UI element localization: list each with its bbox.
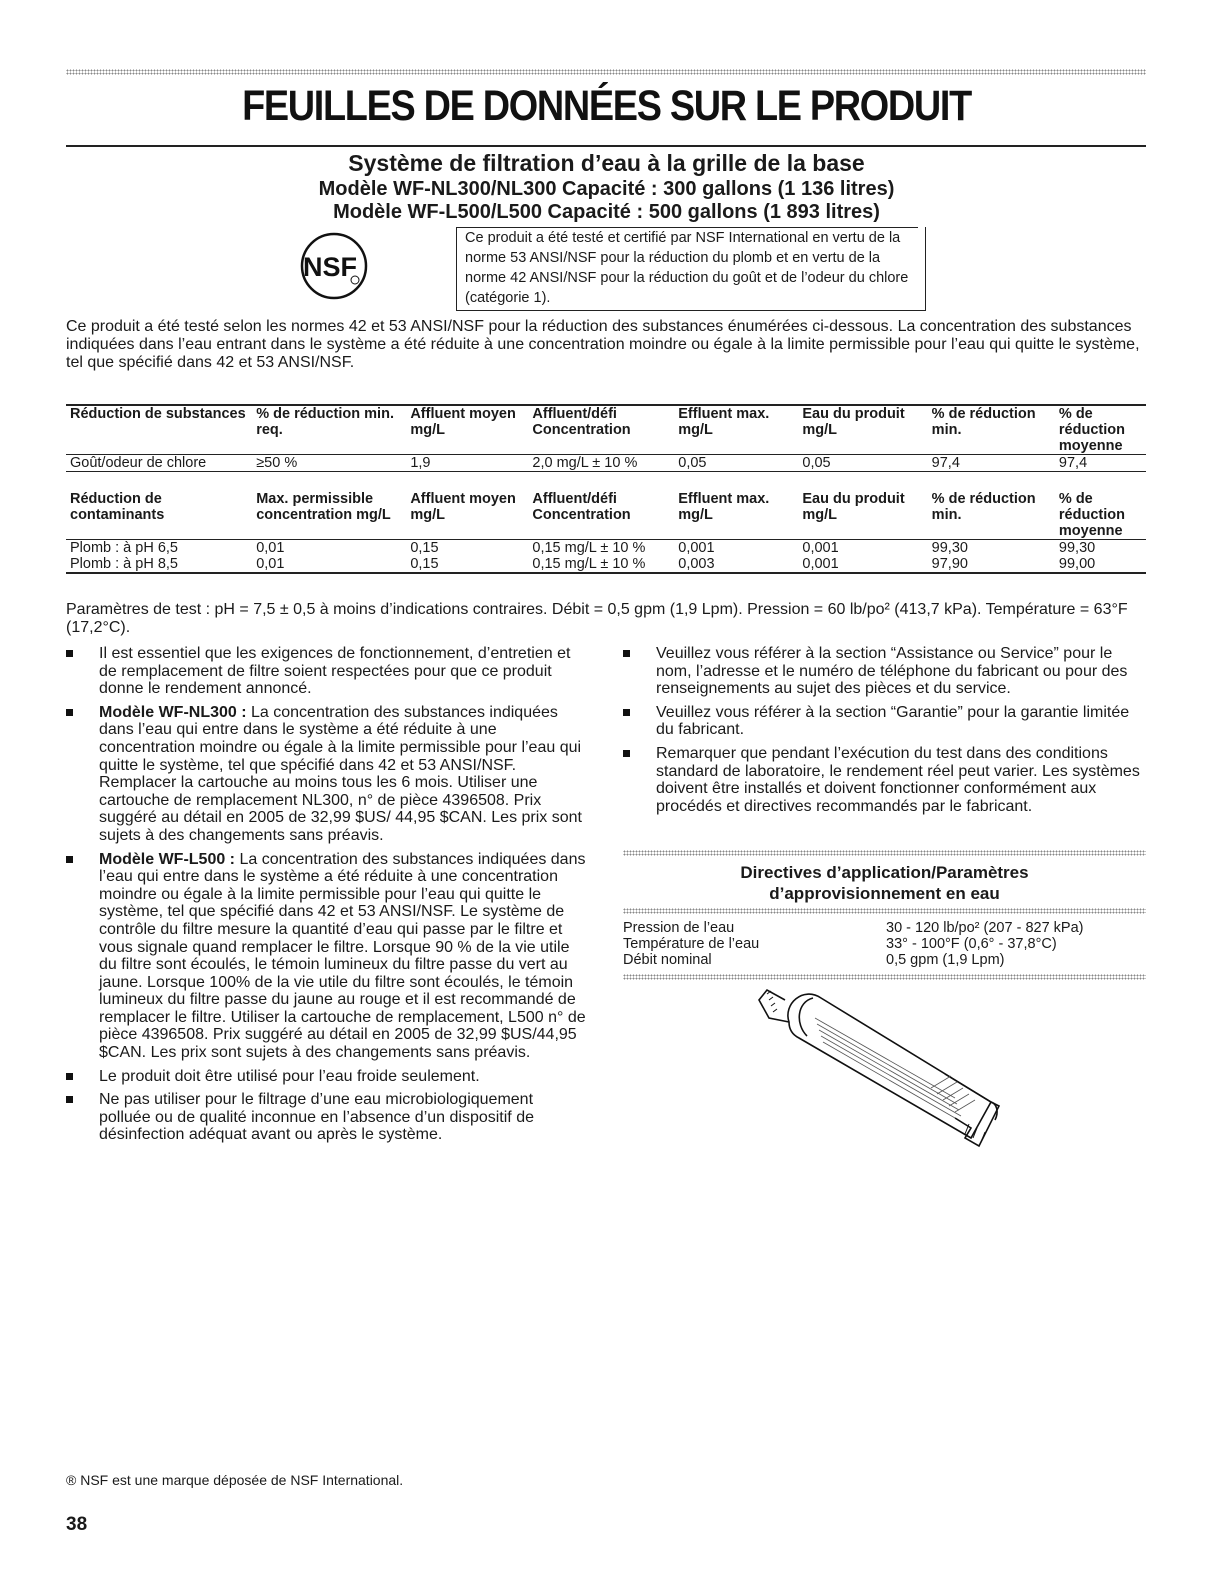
test-parameters: Paramètres de test : pH = 7,5 ± 0,5 à moins d’indications contraires. Débit = 0,5 gpm (1,9 Lpm). Pression = 60 lb/po² (413,7 kPa). Température = 63°F (17,2°C). [66, 601, 1128, 636]
directive-label: Débit nominal [623, 952, 712, 968]
table-header: % de réduction min. req. [256, 406, 394, 438]
bullet-square-icon [623, 709, 630, 716]
trademark-footnote: ® NSF est une marque déposée de NSF International. [66, 1472, 404, 1488]
table-cell: 2,0 mg/L ± 10 % [532, 455, 638, 471]
table-header: Réduction de substances [70, 406, 246, 422]
bullet-square-icon [66, 650, 73, 657]
directive-value: 30 - 120 lb/po² (207 - 827 kPa) [886, 920, 1084, 936]
table-cell: 0,15 [410, 556, 439, 572]
table-cell: 0,01 [256, 540, 285, 556]
table-header: Eau du produit mg/L [802, 406, 905, 438]
directives-title-line1: Directives d’application/Paramètres [740, 863, 1029, 882]
nsf-logo-icon [300, 232, 368, 300]
directives-top-rule [623, 850, 1146, 856]
table-cell: 0,05 [802, 455, 831, 471]
water-filter-cartridge-icon [755, 978, 1015, 1153]
table-cell: 99,00 [1058, 556, 1096, 572]
directive-row [623, 920, 1146, 936]
nsf-certification-note: Ce produit a été testé et certifié par NSF International en vertu de la norme 53 ANSI/NSF pour la réduction du plomb et en vertu de la norme 42 ANSI/NSF pour la réduction du goût et de l’odeur du chlore (catégorie 1). [456, 227, 926, 311]
bullet-square-icon [623, 750, 630, 757]
table-cell: ≥50 % [256, 455, 298, 471]
table-cell: Goût/odeur de chlore [70, 455, 207, 471]
table-header: Max. permissible concentration mg/L [256, 491, 391, 523]
bullet-text: Il est essentiel que les exigences de fonctionnement, d’entretien et de remplacement de filtre soient respectées pour que ce produit donne le rendement annoncé. [99, 645, 571, 698]
top-dotted-rule [66, 69, 1146, 75]
table-cell: 99,30 [931, 540, 968, 556]
right-bullet-list [623, 645, 1145, 821]
directive-row [623, 936, 1146, 952]
list-item [66, 1068, 588, 1086]
list-item [66, 1091, 588, 1144]
table-cell: Plomb : à pH 8,5 [70, 556, 178, 572]
left-bullet-list [66, 645, 588, 1150]
title-rule [66, 145, 1146, 147]
table-cell: 97,90 [931, 556, 968, 572]
bullet-text: Veuillez vous référer à la section “Garantie” pour la garantie limitée du fabricant. [656, 703, 1130, 739]
table-cell: 97,4 [931, 455, 960, 471]
directives-mid-rule [623, 908, 1146, 914]
bullet-square-icon [66, 709, 73, 716]
table-header: Affluent/défi Concentration [532, 491, 631, 523]
table-header: Eau du produit mg/L [802, 491, 905, 523]
bullet-text: La concentration des substances indiquées dans l’eau qui entre dans le système a été réduite à une concentration moindre ou égale à la limite permissible pour l’eau qui quitte le système, tel que spécifié dans 42 et 53 ANSI/NSF. Le système de contrôle du filtre mesure la quantité d’eau qui passe par le filtre et vous signale quand remplacer le filtre. Lorsque 90 % de la vie utile du filtre sont écoulés, le témoin lumineux du filtre passe du vert au jaune. Lorsque 100% de la vie utile du filtre sont écoulés, le témoin lumineux du filtre passe du jaune au rouge et il est recommandé de remplacer le filtre. Utiliser la cartouche de remplacement, L500 n° de pièce 4396508. Prix suggéré au détail en 2005 de 32,99 $US/44,95 $CAN. Les prix sont sujets à des changements sans préavis. [99, 850, 586, 1062]
model-l500-capacity: Modèle WF-L500/L500 Capacité : 500 gallons (1 893 litres) [333, 201, 880, 223]
table-cell: 0,15 [410, 540, 439, 556]
bullet-square-icon [66, 1096, 73, 1103]
directive-label: Pression de l’eau [623, 920, 735, 936]
directives-title [623, 862, 1146, 904]
list-item [66, 645, 588, 698]
table-cell: 97,4 [1058, 455, 1088, 471]
table-cell: 0,15 mg/L ± 10 % [532, 556, 646, 572]
table-cell: 0,15 mg/L ± 10 % [532, 540, 646, 556]
list-item [623, 704, 1145, 739]
directives-rows [623, 920, 1146, 968]
substances-table [66, 404, 1146, 472]
table-header: Réduction de contaminants [70, 491, 165, 523]
table-header: % de réduction moyenne [1058, 491, 1125, 539]
bullet-lead: Modèle WF-NL300 : [99, 703, 247, 721]
table-row [66, 556, 1146, 573]
table-cell: 1,9 [410, 455, 431, 471]
table-cell: 0,001 [802, 556, 839, 572]
bullet-square-icon [66, 1073, 73, 1080]
table-header: Effluent max. mg/L [678, 406, 770, 438]
table-header-row [66, 491, 1146, 540]
svg-text:NSF: NSF [303, 252, 357, 282]
table-header: % de réduction min. [931, 491, 1036, 523]
directive-label: Température de l’eau [623, 936, 760, 952]
table-cell: Plomb : à pH 6,5 [70, 540, 178, 556]
bullet-lead: Modèle WF-L500 : [99, 850, 236, 868]
directives-title-line2: d’approvisionnement en eau [769, 884, 1000, 903]
list-item [66, 851, 588, 1062]
directive-row [623, 952, 1146, 968]
intro-paragraph: Ce produit a été testé selon les normes 42 et 53 ANSI/NSF pour la réduction des substances énumérées ci-dessous. La concentration des substances indiquées dans l’eau entrant dans le système a été réduite à une concentration moindre ou égale à la limite permissible pour l’eau qui quitte le système, tel que spécifié dans 42 et 53 ANSI/NSF. [66, 318, 1140, 371]
page-title: FEUILLES DE DONNÉES SUR LE PRODUIT [242, 82, 971, 130]
system-subtitle: Système de filtration d’eau à la grille de la base [348, 150, 865, 176]
bullet-text: Veuillez vous référer à la section “Assistance ou Service” pour le nom, l’adresse et le numéro de téléphone du fabricant ou pour des renseignements au sujet des pièces et du service. [656, 645, 1128, 698]
table-cell: 99,30 [1058, 540, 1096, 556]
contaminants-table [66, 491, 1146, 574]
table-header: % de réduction min. [931, 406, 1036, 438]
table-header: Affluent moyen mg/L [410, 406, 516, 438]
page-number: 38 [66, 1514, 88, 1535]
directive-value: 0,5 gpm (1,9 Lpm) [886, 952, 1005, 968]
directive-value: 33° - 100°F (0,6° - 37,8°C) [886, 936, 1057, 952]
table-row [66, 540, 1146, 557]
table-cell: 0,001 [802, 540, 839, 556]
table-header: Effluent max. mg/L [678, 491, 770, 523]
table-header: Affluent/défi Concentration [532, 406, 631, 438]
table-header: Affluent moyen mg/L [410, 491, 516, 523]
bullet-text: Ne pas utiliser pour le filtrage d’une eau microbiologiquement polluée ou de qualité inconnue en l’absence d’un dispositif de désinfection adéquat avant ou après le système. [99, 1091, 534, 1144]
table-header-row [66, 405, 1146, 455]
bullet-text: La concentration des substances indiquées dans l’eau qui entre dans le système a été réduite à une concentration moindre ou égale à la limite permissible pour l’eau qui quitte le système, tel que spécifié dans 42 et 53 ANSI/NSF. Remplacer la cartouche au moins tous les 6 mois. Utiliser une cartouche de remplacement NL300, n° de pièce 4396508. Prix suggéré au détail en 2005 de 32,99 $US/ 44,95 $CAN. Les prix sont sujets à des changements sans préavis. [99, 703, 582, 844]
model-nl300-capacity: Modèle WF-NL300/NL300 Capacité : 300 gallons (1 136 litres) [318, 178, 895, 200]
bullet-text: Remarquer que pendant l’exécution du test dans des conditions standard de laboratoire, le rendement réel peut varier. Les systèmes doivent être installés et doivent fonctionner conformément aux procédés et directives recommandés par le fabricant. [656, 744, 1140, 815]
table-row [66, 455, 1146, 472]
table-cell: 0,003 [678, 556, 715, 572]
table-cell: 0,05 [678, 455, 707, 471]
table-cell: 0,001 [678, 540, 715, 556]
bullet-text: Le produit doit être utilisé pour l’eau froide seulement. [99, 1067, 480, 1085]
list-item [623, 645, 1145, 698]
list-item [66, 704, 588, 845]
bullet-square-icon [66, 856, 73, 863]
table-cell: 0,01 [256, 556, 285, 572]
list-item [623, 745, 1145, 815]
table-header: % de réduction moyenne [1058, 406, 1125, 454]
bullet-square-icon [623, 650, 630, 657]
directives-box [623, 850, 1146, 980]
